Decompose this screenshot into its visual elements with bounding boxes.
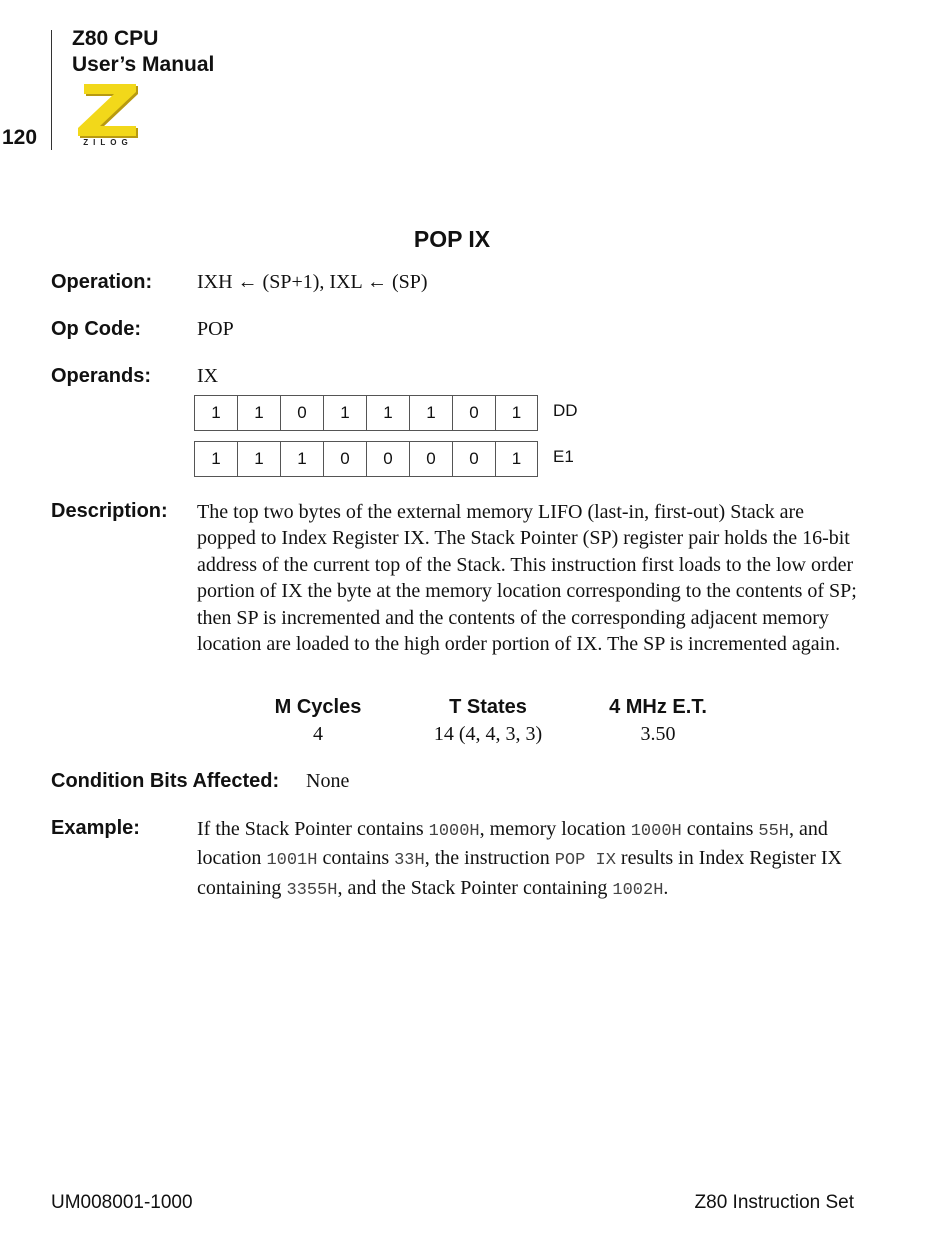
bit-cell: 0 — [323, 441, 366, 477]
condition-bits-value: None — [306, 770, 350, 792]
description-text: The top two bytes of the external memory LIFO (last-in, first-out) Stack are popped to Index Register IX. The Stack Pointer (SP) register pair holds the 16-bit address of the current top of the Stack. This instruction first loads to the low order portion of IX the byte at the memory location corresponding to the contents of SP; then SP is incremented and the contents of the corresponding adjacent memory location are loaded to the high order portion of IX. The SP is incremented again. — [197, 501, 857, 656]
example-text-part: , memory location — [479, 818, 631, 840]
opcode-value: POP — [197, 318, 234, 340]
header-divider — [51, 30, 52, 150]
bit-cell: 0 — [452, 441, 495, 477]
opcode-byte-2-hex: E1 — [553, 447, 574, 466]
opcode-label: Op Code: — [51, 318, 141, 340]
code-value: 33H — [394, 851, 425, 871]
bit-cell: 1 — [194, 441, 237, 477]
opcode-byte-1-hex: DD — [553, 401, 578, 420]
code-value: 3355H — [286, 880, 338, 900]
example-text-part: If the Stack Pointer contains — [197, 818, 429, 840]
timing-value-et: 3.50 — [640, 723, 676, 745]
timing-header-t-states: T States — [449, 696, 527, 718]
bit-cell: 1 — [194, 395, 237, 431]
bit-cell: 1 — [280, 441, 323, 477]
operands-value: IX — [197, 365, 219, 387]
example-text-part: , and the Stack Pointer containing — [337, 876, 613, 899]
example-text — [197, 816, 867, 904]
timing-value-m-cycles: 4 — [313, 723, 323, 745]
bit-cell: 1 — [409, 395, 452, 431]
code-value: 1002H — [612, 880, 664, 900]
timing-header-et: 4 MHz E.T. — [609, 696, 707, 718]
manual-title-line1: Z80 CPU — [72, 27, 159, 50]
zilog-logo — [74, 80, 142, 150]
condition-bits-label: Condition Bits Affected: — [51, 770, 280, 792]
example-text-part: , and location — [197, 818, 828, 870]
example-text-part: , the instruction — [424, 847, 555, 870]
bit-cell: 0 — [452, 395, 495, 431]
code-value: 1000H — [428, 822, 480, 841]
bit-cell: 1 — [323, 395, 366, 431]
example-label: Example: — [51, 817, 140, 839]
bit-cell: 1 — [237, 395, 280, 431]
example-text-part: contains — [681, 818, 759, 840]
page-number: 120 — [2, 126, 38, 149]
operation-value: IXH ← (SP+1), IXL ← (SP) — [197, 271, 428, 293]
bit-cell: 0 — [409, 441, 452, 477]
opcode-byte-1 — [194, 395, 538, 431]
instruction-title: POP IX — [413, 226, 491, 252]
bit-cell: 0 — [280, 395, 323, 431]
manual-title — [72, 26, 214, 78]
timing-header-m-cycles: M Cycles — [274, 696, 362, 718]
section-name: Z80 Instruction Set — [694, 1192, 854, 1213]
example-text-part: contains — [317, 847, 395, 870]
code-value: 55H — [758, 822, 789, 841]
operands-label: Operands: — [51, 365, 152, 387]
timing-value-t-states: 14 (4, 4, 3, 3) — [433, 723, 543, 745]
zilog-z-icon — [74, 80, 142, 138]
example-text-part: . — [663, 876, 669, 899]
bit-cell: 0 — [366, 441, 409, 477]
code-value: 1000H — [630, 822, 682, 841]
bit-cell: 1 — [495, 395, 538, 431]
document-number: UM008001-1000 — [51, 1192, 193, 1213]
code-value: 1001H — [266, 851, 318, 871]
bit-cell: 1 — [237, 441, 280, 477]
operation-label: Operation: — [51, 271, 153, 293]
bit-cell: 1 — [495, 441, 538, 477]
bit-cell: 1 — [366, 395, 409, 431]
code-value: POP IX — [554, 851, 616, 871]
example-text-part: results in Index Register IX containing — [197, 847, 842, 899]
opcode-byte-2 — [194, 441, 538, 477]
description-label: Description: — [51, 500, 168, 522]
manual-title-line2: User’s Manual — [72, 53, 215, 76]
zilog-wordmark: ZILOG — [83, 138, 133, 147]
